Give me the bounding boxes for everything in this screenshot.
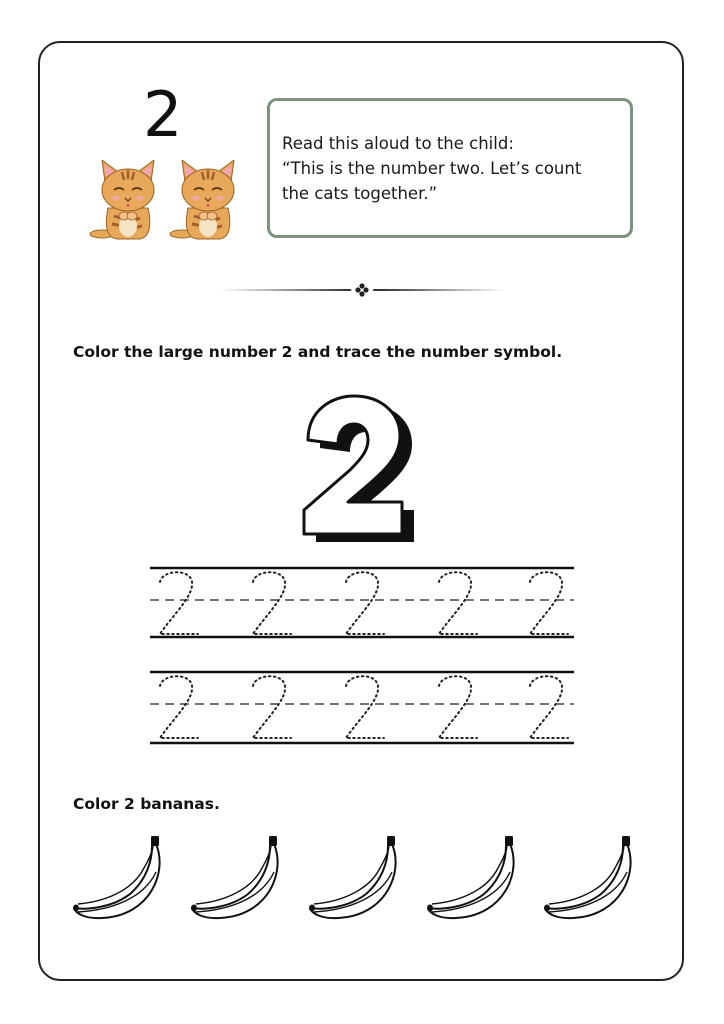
trace-digit [160, 572, 198, 634]
trace-digit [530, 676, 568, 738]
trace-digit [160, 676, 198, 738]
banana-instruction: Color 2 bananas. [73, 795, 220, 813]
read-aloud-box [267, 98, 633, 238]
banana-outline-icon [426, 832, 524, 924]
trace-digit [346, 572, 384, 634]
section-divider [220, 282, 504, 298]
trace-digit [530, 572, 568, 634]
featured-number: 2 [143, 78, 183, 151]
trace-row [150, 564, 574, 644]
trace-instruction: Color the large number 2 and trace the number symbol. [73, 343, 563, 361]
read-aloud-line: the cats together.” [282, 184, 438, 203]
trace-digit [439, 676, 477, 738]
outline-number-two [292, 392, 422, 548]
trace-digit [346, 676, 384, 738]
read-aloud-line: “This is the number two. Let’s count [282, 159, 582, 178]
banana-outline-icon [543, 832, 641, 924]
trace-row [150, 668, 574, 748]
read-aloud-line: Read this aloud to the child: [282, 134, 514, 153]
fleuron-icon [355, 283, 368, 296]
cat-icon [88, 160, 160, 242]
trace-digit [253, 676, 291, 738]
trace-digit [439, 572, 477, 634]
trace-digit [253, 572, 291, 634]
cat-icon [168, 160, 240, 242]
banana-outline-icon [72, 832, 170, 924]
banana-outline-icon [308, 832, 406, 924]
banana-outline-icon [190, 832, 288, 924]
